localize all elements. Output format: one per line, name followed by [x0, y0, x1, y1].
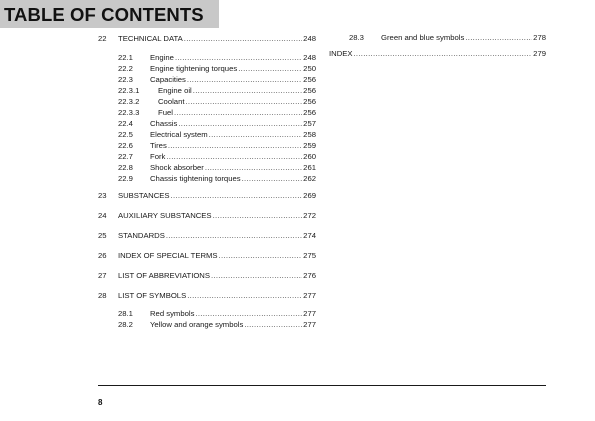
toc-entry-page: 248: [303, 53, 316, 62]
toc-entry-title: Capacities: [150, 75, 186, 84]
toc-entry[interactable]: [98, 118, 316, 129]
toc-entry-number: 22.9: [118, 174, 133, 183]
toc-entry-number: 28.1: [118, 309, 133, 318]
toc-entry-leader: [465, 32, 532, 43]
toc-entry-leader: [219, 249, 303, 262]
toc-entry-number: 22.8: [118, 163, 133, 172]
toc-entry[interactable]: [98, 96, 316, 107]
toc-entry-number: 24: [98, 211, 107, 220]
toc-entry-number: 28.2: [118, 320, 133, 329]
toc-entry[interactable]: [98, 249, 316, 262]
toc-entry-number: 22.3: [118, 75, 133, 84]
toc-entry-title: INDEX OF SPECIAL TERMS: [118, 251, 218, 260]
toc-entry-leader: [174, 107, 302, 118]
toc-entry[interactable]: [98, 140, 316, 151]
toc-entry-leader: [187, 74, 302, 85]
toc-entry[interactable]: [98, 32, 316, 45]
toc-entry-number: 28.3: [349, 33, 364, 42]
toc-entry-page: 256: [303, 75, 316, 84]
toc-entry-leader: [171, 189, 303, 202]
toc-entry-leader: [184, 32, 302, 45]
toc-entry-number: 22.3.1: [118, 86, 140, 95]
toc-entry-leader: [209, 129, 303, 140]
toc-entry-leader: [166, 229, 302, 242]
toc-entry-page: 256: [303, 86, 316, 95]
toc-entry[interactable]: [329, 32, 546, 43]
toc-entry-leader: [178, 118, 302, 129]
toc-entry-title: Red symbols: [150, 309, 195, 318]
toc-entry-title: LIST OF SYMBOLS: [118, 291, 187, 300]
toc-entry[interactable]: [329, 47, 546, 60]
toc-entry-number: 22.4: [118, 119, 133, 128]
toc-entry[interactable]: [98, 319, 316, 330]
toc-entry[interactable]: [98, 85, 316, 96]
toc-entry-title: Electrical system: [150, 130, 208, 139]
toc-entry-title: Tires: [150, 141, 167, 150]
toc-entry[interactable]: [98, 107, 316, 118]
toc-entry-title: Chassis tightening torques: [150, 174, 241, 183]
toc-entry-leader: [211, 269, 302, 282]
toc-entry[interactable]: [98, 74, 316, 85]
toc-entry-title: Engine oil: [158, 86, 192, 95]
toc-entry[interactable]: [98, 52, 316, 63]
toc-entry[interactable]: [98, 189, 316, 202]
toc-entry[interactable]: [98, 289, 316, 302]
toc-entry-number: 28: [98, 291, 107, 300]
toc-entry-number: 27: [98, 271, 107, 280]
toc-entry-number: 26: [98, 251, 107, 260]
toc-entry-title: TECHNICAL DATA: [118, 34, 183, 43]
toc-entry-number: 22.1: [118, 53, 133, 62]
toc-entry-title: Yellow and orange symbols: [150, 320, 244, 329]
toc-entry-leader: [354, 47, 533, 60]
toc-entry-title: LIST OF ABBREVIATIONS: [118, 271, 210, 280]
toc-entry[interactable]: [98, 162, 316, 173]
toc-column-right: [329, 32, 546, 60]
toc-entry-leader: [166, 151, 302, 162]
toc-entry-leader: [186, 96, 303, 107]
footer-rule: [98, 385, 546, 386]
toc-entry-page: 277: [303, 291, 316, 300]
toc-entry-page: 259: [303, 141, 316, 150]
toc-entry-page: 256: [303, 97, 316, 106]
toc-entry-page: 258: [303, 130, 316, 139]
toc-entry-page: 279: [533, 49, 546, 58]
toc-entry-page: 269: [303, 191, 316, 200]
toc-entry-title: Engine tightening torques: [150, 64, 238, 73]
toc-entry-number: 25: [98, 231, 107, 240]
toc-entry[interactable]: [98, 229, 316, 242]
toc-entry-title: STANDARDS: [118, 231, 165, 240]
toc-entry-number: 22.6: [118, 141, 133, 150]
toc-entry[interactable]: [98, 129, 316, 140]
toc-entry-page: 256: [303, 108, 316, 117]
toc-entry-page: 262: [303, 174, 316, 183]
toc-entry-title: Fork: [150, 152, 166, 161]
toc-entry-number: 22.2: [118, 64, 133, 73]
page-number: 8: [98, 398, 103, 407]
toc-entry-title: Engine: [150, 53, 174, 62]
toc-entry[interactable]: [98, 63, 316, 74]
toc-entry-page: 261: [303, 163, 316, 172]
toc-entry[interactable]: [98, 209, 316, 222]
toc-entry-leader: [205, 162, 302, 173]
toc-entry-number: 22: [98, 34, 107, 43]
toc-entry-number: 23: [98, 191, 107, 200]
toc-entry-title: INDEX: [329, 49, 353, 58]
toc-entry-title: AUXILIARY SUBSTANCES: [118, 211, 212, 220]
toc-entry-leader: [168, 140, 302, 151]
toc-entry-number: 22.5: [118, 130, 133, 139]
toc-entry-leader: [175, 52, 302, 63]
toc-entry-page: 260: [303, 152, 316, 161]
toc-entry-leader: [187, 289, 302, 302]
toc-entry-title: SUBSTANCES: [118, 191, 170, 200]
toc-entry[interactable]: [98, 308, 316, 319]
toc-entry-page: 278: [533, 33, 546, 42]
toc-entry-page: 250: [303, 64, 316, 73]
toc-entry-leader: [244, 319, 302, 330]
toc-entry-number: 22.7: [118, 152, 133, 161]
toc-entry-title: Shock absorber: [150, 163, 204, 172]
toc-entry-page: 277: [303, 309, 316, 318]
toc-entry[interactable]: [98, 151, 316, 162]
toc-entry-leader: [195, 308, 302, 319]
toc-entry-title: Chassis: [150, 119, 178, 128]
toc-entry-page: 274: [303, 231, 316, 240]
toc-entry-page: 248: [303, 34, 316, 43]
toc-entry-page: 272: [303, 211, 316, 220]
toc-entry[interactable]: [98, 173, 316, 184]
toc-entry-title: Green and blue symbols: [381, 33, 465, 42]
toc-entry-leader: [193, 85, 302, 96]
toc-entry-number: 22.3.3: [118, 108, 140, 117]
toc-entry-title: Coolant: [158, 97, 185, 106]
toc-entry[interactable]: [98, 269, 316, 282]
toc-entry-title: Fuel: [158, 108, 173, 117]
toc-entry-page: 276: [303, 271, 316, 280]
toc-entry-page: 275: [303, 251, 316, 260]
toc-entry-leader: [213, 209, 303, 222]
toc-entry-page: 277: [303, 320, 316, 329]
toc-column-left: [98, 32, 316, 330]
page-title: TABLE OF CONTENTS: [4, 4, 204, 25]
header-band: [0, 0, 219, 28]
toc-entry-page: 257: [303, 119, 316, 128]
toc-entry-number: 22.3.2: [118, 97, 140, 106]
toc-entry-leader: [238, 63, 302, 74]
toc-entry-leader: [242, 173, 303, 184]
